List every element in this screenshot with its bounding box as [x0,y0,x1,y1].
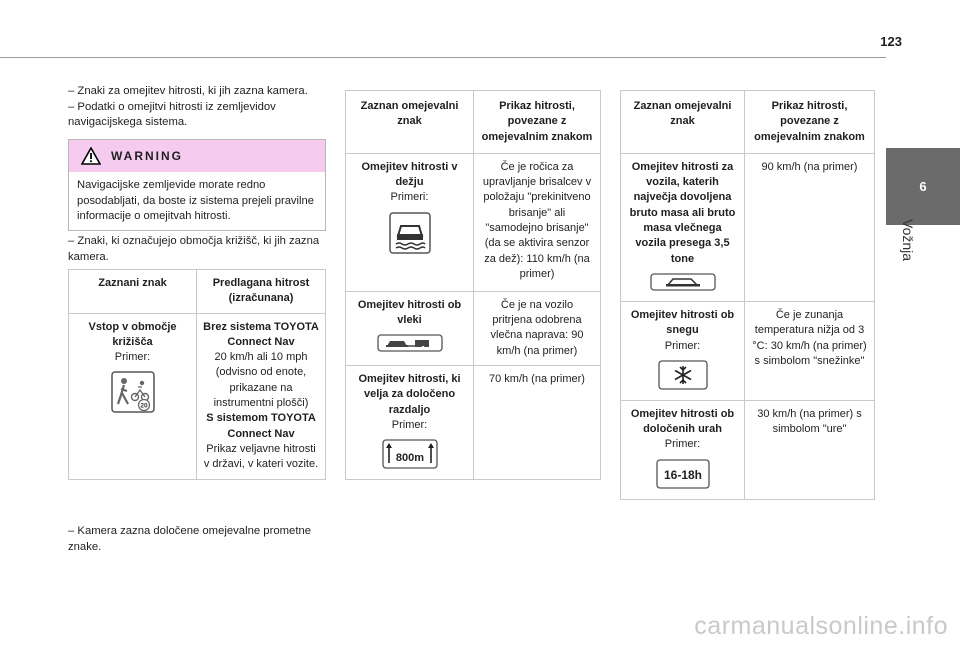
hours-sub: Primer: [664,438,701,451]
towing-speed-cell: Če je na vozilo pritrjena odobrena vlečna naprava: 90 km/h (na primer) [474,291,601,365]
distance-speed-cell: 70 km/h (na primer) [474,366,601,480]
junction-table [68,269,326,480]
towing-title: Omejitev hitrosti ob vleki [357,298,462,327]
table-row [621,301,875,400]
hours-icon [656,459,710,489]
chapter-tab[interactable]: 6 [886,148,960,225]
warning-header [69,140,325,172]
rain-sub: Primeri: [390,191,429,204]
table2-header-sign: Zaznan omejevalni znak [346,91,474,154]
rain-speed-cell: Če je ročica za upravljanje brisalcev v položaju "prekinitveno brisanje" ali "samodejno brisanje" (da se aktivira senzor za dež): 110 km/h (na primer) [474,153,601,291]
table-row [621,400,875,499]
heavy-vehicle-title: Omejitev hitrosti za vozila, katerih največja dovoljena bruto masa ali bruto masa vlečnega vozila presega 3,5 tone [629,160,736,265]
sign-sub: Primer: [114,351,151,364]
table2-header-speed: Prikaz hitrosti, povezane z omejevalnim znakom [474,91,601,154]
snow-speed-cell: Če je zunanja temperatura nižja od 3 °C: 30 km/h (na primer) s simbolom "snežinke" [745,301,875,400]
heavy-vehicle-sign-cell [621,153,745,301]
hours-speed-cell: 30 km/h (na primer) s simbolom "ure" [745,400,875,499]
chapter-title: Vožnja [900,219,916,262]
hours-icon-label: 16-18h [663,467,702,482]
table-row [69,313,326,479]
junction-icon-number: 20 [139,402,148,410]
towing-sign-cell [346,291,474,365]
snowflake-icon [658,360,708,390]
watermark: carmanualsonline.info [694,612,948,640]
distance-sign-cell [346,366,474,480]
table1-sign-cell [69,313,197,479]
restriction-table-1 [345,90,601,480]
speed-p3: S sistemom TOYOTA Connect Nav [206,412,316,440]
hours-title: Omejitev hitrosti ob določenih urah [630,407,735,436]
warning-triangle-icon [81,147,101,165]
table-row [621,153,875,301]
table3-header-speed: Prikaz hitrosti, povezane z omejevalnim znakom [745,91,875,154]
distance-arrows-icon [382,439,438,469]
rain-title: Omejitev hitrosti v dežju [361,160,458,189]
rain-sign-cell [346,153,474,291]
rain-car-icon [389,212,431,254]
table3-header-sign: Zaznan omejevalni znak [621,91,745,154]
snow-title: Omejitev hitrosti ob snegu [630,308,735,337]
table-row [346,153,601,291]
table1-header-sign: Zaznani znak [69,270,197,314]
sign-title: Vstop v območje križišča [88,320,177,348]
speed-p1: Brez sistema TOYOTA Connect Nav [203,320,319,348]
table-row [346,366,601,480]
junction-zone-icon [111,371,155,413]
heavy-vehicle-icon [650,273,716,291]
top-rule [0,57,886,58]
mid-text: – Znaki, ki označujejo območja križišč, ki jih zazna kamera. [68,235,320,263]
intro-text [68,84,328,131]
hours-sign-cell [621,400,745,499]
speed-p4: Prikaz veljavne hitrosti v državi, v kateri vozite. [203,442,319,471]
heavy-vehicle-speed-cell: 90 km/h (na primer) [745,153,875,301]
distance-icon-label: 800m [395,452,424,465]
distance-sub: Primer: [391,418,428,431]
intro-line-2: – Podatki o omejitvi hitrosti iz zemljevidov navigacijskega sistema. [68,100,276,128]
warning-box [68,139,326,231]
table-row [346,291,601,365]
warning-text: Navigacijske zemljevide morate redno posodabljati, da boste iz sistema prejeli pravilne informacije o omejitvah hitrosti. [77,179,314,222]
snow-sub: Primer: [664,339,701,352]
page-number: 123 [880,34,902,49]
intro-line-1: – Znaki za omejitev hitrosti, ki jih zazna kamera. [68,85,308,97]
restriction-table-2 [620,90,875,500]
distance-title: Omejitev hitrosti, ki velja za določeno razdaljo [358,373,461,416]
bottom-text: – Kamera zazna določene omejevalne prometne znake. [68,525,312,553]
towing-icon [377,334,443,352]
speed-p2: 20 km/h ali 10 mph (odvisno od enote, prikazane na instrumentni plošči) [213,351,309,410]
table1-speed-cell [197,313,326,479]
snow-sign-cell [621,301,745,400]
warning-title: WARNING [111,149,183,163]
table1-header-speed: Predlagana hitrost (izračunana) [197,270,326,314]
